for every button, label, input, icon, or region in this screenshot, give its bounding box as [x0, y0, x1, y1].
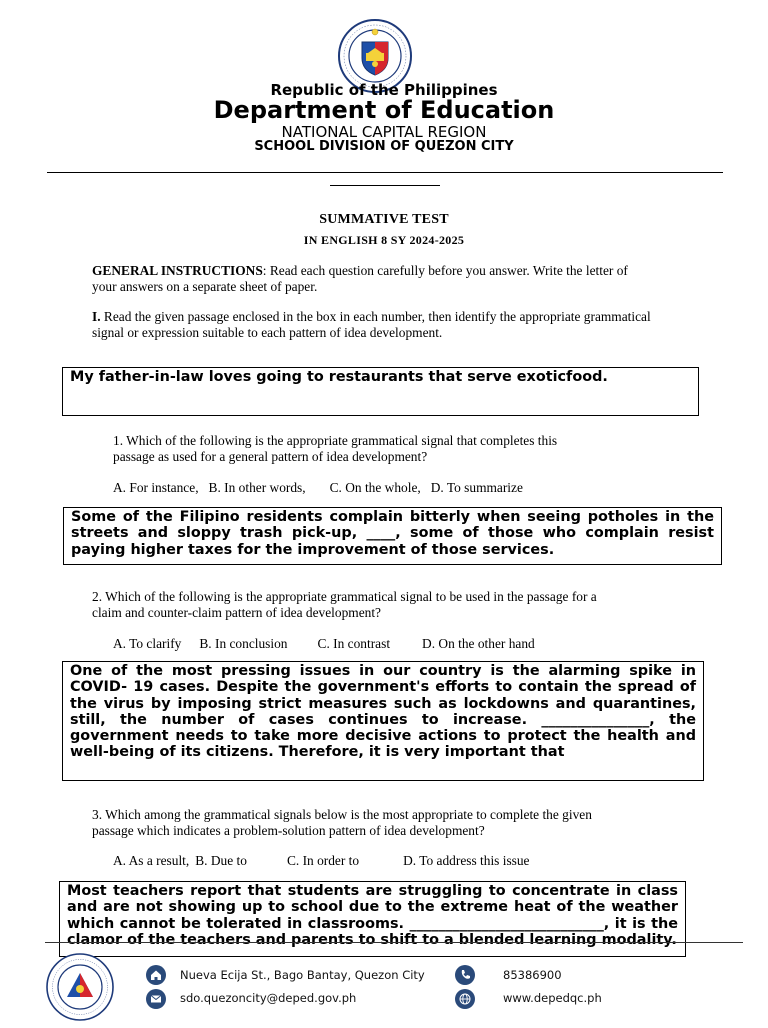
question-1: 1. Which of the following is the appropriate grammatical signal that completes this passage as used for a general pattern of idea development? — [113, 433, 558, 464]
option-3c: C. In order to — [286, 853, 360, 868]
options-2 — [113, 636, 535, 652]
department-heading: Department of Education — [213, 96, 555, 124]
passage-box-2: Some of the Filipino residents complain bitterly when seeing potholes in the streets and sloppy trash pick-up, ____, some of those who complain resist paying higher taxes for the improvement of those services. — [63, 507, 722, 565]
header-divider-short — [330, 185, 440, 186]
option-1d: D. To summarize — [430, 480, 523, 495]
general-instructions — [92, 263, 632, 295]
sdo-quezon-city-logo — [40, 951, 120, 1023]
option-1a: A. For instance, — [113, 480, 199, 495]
option-3b: B. Due to — [195, 853, 247, 868]
phone-icon — [455, 965, 475, 985]
footer-address: Nueva Ecija St., Bago Bantay, Quezon City — [180, 968, 425, 982]
general-instructions-text: : Read each question carefully before you answer. Write the letter of your answers on a separate sheet of paper. — [92, 263, 628, 294]
footer-email[interactable]: sdo.quezoncity@deped.gov.ph — [180, 991, 357, 1005]
region-heading: NATIONAL CAPITAL REGION — [281, 123, 487, 141]
republic-heading: Republic of the Philippines — [270, 81, 498, 99]
option-2c: C. In contrast — [317, 636, 391, 651]
passage-box-3: One of the most pressing issues in our country is the alarming spike in COVID- 19 cases. Despite the government's efforts to contain the spread of the virus by imposing strict measures such as lockdowns and quarantines, still, the number of cases continues to increase. _______________, the government needs to take more decisive actions to protect the health and well-being of its citizens. Therefore, it is very important that — [62, 661, 704, 781]
division-heading: SCHOOL DIVISION OF QUEZON CITY — [254, 139, 514, 154]
options-3 — [113, 853, 530, 869]
option-2d: D. On the other hand — [422, 636, 535, 651]
passage-box-1: My father-in-law loves going to restaurants that serve exoticfood. — [62, 367, 699, 416]
option-1b: B. In other words, — [208, 480, 306, 495]
option-2a: A. To clarify — [113, 636, 182, 651]
passage-box-4: Most teachers report that students are struggling to concentrate in class and are not showing up to school due to the extreme heat of the weather which cannot be tolerated in classrooms. ___________________________, it is the clamor of the teachers and parents to shift to a blended learning modality. — [59, 881, 686, 957]
option-1c: C. On the whole, — [329, 480, 421, 495]
part-label: I. — [92, 309, 101, 324]
test-title: SUMMATIVE TEST — [319, 212, 449, 227]
option-3d: D. To address this issue — [403, 853, 530, 868]
option-2b: B. In conclusion — [199, 636, 288, 651]
general-instructions-label: GENERAL INSTRUCTIONS — [92, 263, 263, 278]
footer-divider — [45, 942, 743, 943]
globe-icon — [455, 989, 475, 1009]
part-instructions — [92, 309, 652, 341]
footer-website[interactable]: www.depedqc.ph — [503, 991, 602, 1005]
home-icon — [146, 965, 166, 985]
option-3a: A. As a result, — [113, 853, 190, 868]
options-1 — [113, 480, 523, 496]
email-icon — [146, 989, 166, 1009]
question-2: 2. Which of the following is the appropriate grammatical signal to be used in the passage for a claim and counter-claim pattern of idea development? — [92, 589, 597, 620]
question-3: 3. Which among the grammatical signals below is the most appropriate to complete the given passage which indicates a problem-solution pattern of idea development? — [92, 807, 592, 838]
test-subtitle: IN ENGLISH 8 SY 2024-2025 — [303, 233, 465, 247]
part-instructions-text: Read the given passage enclosed in the box in each number, then identify the appropriate grammatical signal or expression suitable to each pattern of idea development. — [92, 309, 651, 340]
footer-phone: 85386900 — [503, 968, 562, 982]
header-divider — [47, 172, 723, 173]
